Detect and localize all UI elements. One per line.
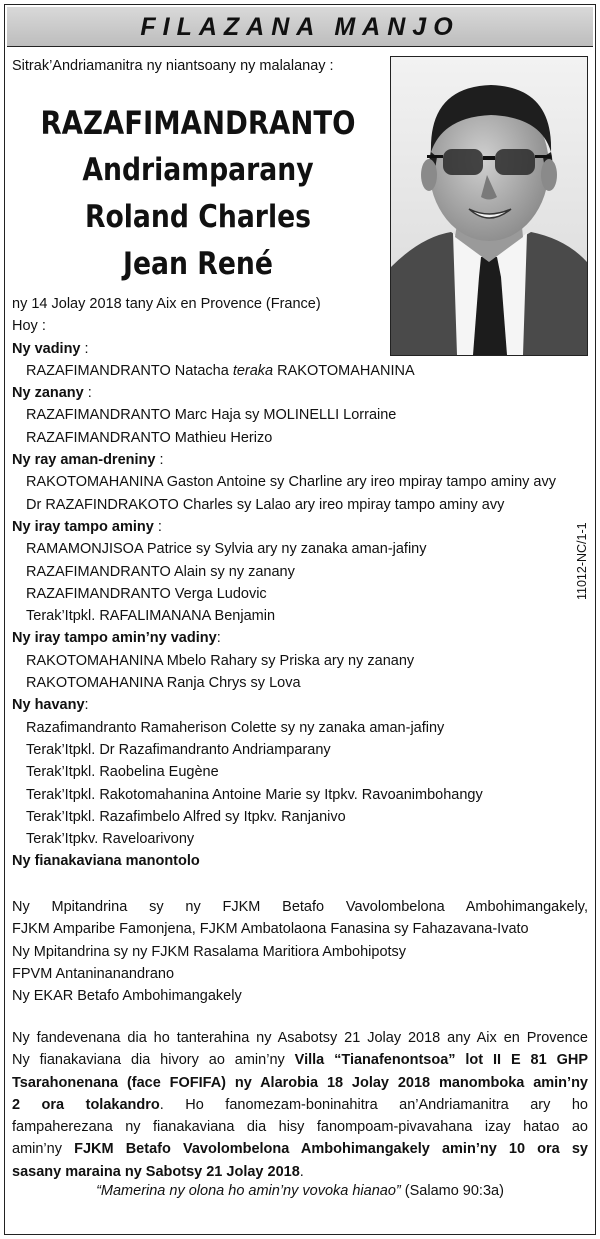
list-item: Terak’Itpkl. Dr Razafimandranto Andriamparany (26, 741, 331, 758)
name-line-1: RAZAFIMANDRANTO (40, 104, 356, 142)
iray-tampo-heading-line (12, 516, 592, 538)
zanany-heading-line (12, 382, 592, 404)
iray-tampo-colon: : (153, 518, 162, 535)
funeral-line-2b: Villa “Tianafenontsoa” lot II E 81 GHP (294, 1052, 588, 1069)
list-item: Terak’Itpkl. RAFALIMANANA Benjamin (26, 608, 276, 625)
quote-reference: (Salamo 90:3a) (400, 1183, 504, 1199)
zanany-heading: Ny zanany (12, 385, 84, 402)
family-list (12, 293, 592, 873)
bible-quote (0, 1183, 600, 1199)
vadiny-item-a: RAZAFIMANDRANTO Natacha (26, 362, 233, 379)
list-item: Razafimandranto Ramaherison Colette sy ny zanaka aman-jafiny (26, 719, 445, 736)
list-item: RAZAFIMANDRANTO Alain sy ny zanany (26, 563, 295, 580)
church-line: Ny EKAR Betafo Ambohimangakely (12, 988, 242, 1005)
funeral-line-5: fampaherezana ny fianakaviana dia hisy fanompoam-pivavahana izay hatao ao (12, 1119, 588, 1136)
list-item: Terak’Itpkl. Razafimbelo Alfred sy Itpkv. Ranjanivo (26, 808, 346, 825)
funeral-line-7 (12, 1161, 588, 1183)
hoy-line: Hoy : (12, 318, 46, 335)
funeral-line-7b: . (299, 1163, 304, 1180)
zanany-colon: : (83, 385, 92, 402)
funeral-line-1: Ny fandevenana dia ho tanterahina ny Asabotsy 21 Jolay 2018 any Aix en Provence (12, 1030, 588, 1046)
funeral-line-6a: amin’ny (12, 1141, 75, 1158)
quote-text: “Mamerina ny olona ho amin’ny vovoka hianao” (96, 1183, 401, 1199)
vadiny-heading-line (12, 338, 592, 360)
ray-aman-dreniny-colon: : (155, 452, 164, 469)
fianakaviana-line: Ny fianakaviana manontolo (12, 853, 200, 870)
deceased-name (12, 100, 384, 288)
vadiny-colon: : (80, 340, 89, 357)
church-line: Ny Mpitandrina sy ny FJKM Rasalama Maritiora Ambohipotsy (12, 943, 407, 960)
notice-title: FILAZANA MANJO (140, 13, 460, 41)
funeral-line-6 (12, 1138, 588, 1160)
ad-code: 11012-NC/1-1 (575, 522, 589, 600)
havany-heading: Ny havany (12, 697, 85, 714)
list-item: RAKOTOMAHANINA Gaston Antoine sy Charline ary ireo mpiray tampo aminy avy (26, 474, 556, 491)
list-item: RAZAFIMANDRANTO Marc Haja sy MOLINELLI Lorraine (26, 407, 397, 424)
funeral-line-7a: sasany maraina ny Sabotsy 21 Jolay 2018 (12, 1163, 300, 1180)
list-item: Dr RAZAFINDRAKOTO Charles sy Lalao ary ireo mpiray tampo aminy avy (26, 496, 505, 513)
funeral-line-6b: FJKM Betafo Vavolombelona Ambohimangakely amin’ny 10 ora sy (74, 1141, 588, 1158)
iray-tampo-vadiny-colon: : (216, 630, 221, 647)
havany-colon: : (84, 697, 89, 714)
name-line-3: Roland Charles (84, 199, 312, 235)
church-line: FPVM Antaninanandrano (12, 965, 175, 982)
name-line-2: Andriamparany (82, 152, 314, 188)
iray-tampo-heading: Ny iray tampo aminy (12, 518, 154, 535)
ray-aman-dreniny-heading-line (12, 449, 592, 471)
iray-tampo-vadiny-heading: Ny iray tampo amin’ny vadiny (12, 630, 217, 647)
funeral-paragraph (12, 1027, 588, 1183)
funeral-line-2 (12, 1049, 588, 1071)
funeral-line-2a: Ny fianakaviana dia hivory ao amin’ny (12, 1052, 295, 1069)
funeral-line-4a: 2 ora tolakandro (12, 1096, 160, 1113)
iray-tampo-vadiny-heading-line (12, 627, 592, 649)
vadiny-heading: Ny vadiny (12, 340, 81, 357)
list-item: RAKOTOMAHANINA Ranja Chrys sy Lova (26, 675, 301, 692)
ray-aman-dreniny-heading: Ny ray aman-dreniny (12, 452, 156, 469)
church-line: FJKM Amparibe Famonjena, FJKM Ambatolaona Fanasina sy Fahazavana-Ivato (12, 921, 529, 938)
list-item: RAZAFIMANDRANTO Mathieu Herizo (26, 429, 273, 446)
vadiny-item-italic: teraka (232, 362, 274, 379)
name-line-4: Jean René (123, 246, 273, 282)
date-line: ny 14 Jolay 2018 tany Aix en Provence (France) (12, 296, 321, 312)
funeral-line-4 (12, 1094, 588, 1116)
list-item: RAMAMONJISOA Patrice sy Sylvia ary ny zanaka aman-jafiny (26, 541, 427, 558)
list-item: RAKOTOMAHANINA Mbelo Rahary sy Priska ary ny zanany (26, 652, 415, 669)
list-item: RAZAFIMANDRANTO Verga Ludovic (26, 585, 267, 602)
list-item: Terak’Itpkv. Raveloarivony (26, 831, 195, 848)
vadiny-item-b: RAKOTOMAHANINA (273, 362, 415, 379)
funeral-line-3: Tsarahonenana (face FOFIFA) ny Alarobia 18 Jolay 2018 manomboka amin’ny (12, 1074, 588, 1091)
churches-paragraph (12, 896, 588, 1007)
funeral-line-4b: . Ho fanomezam-boninahitra an’Andriamanitra ary ho (159, 1096, 588, 1113)
list-item: Terak’Itpkl. Rakotomahanina Antoine Marie sy Itpkv. Ravoanimbohangy (26, 786, 483, 803)
header-banner (7, 7, 593, 47)
vadiny-item (12, 360, 592, 382)
church-line: Ny Mpitandrina sy ny FJKM Betafo Vavolombelona Ambohimangakely, (12, 899, 588, 915)
list-item: Terak’Itpkl. Raobelina Eugène (26, 764, 219, 781)
havany-heading-line (12, 694, 592, 716)
intro-text: Sitrak’Andriamanitra ny niantsoany ny malalanay : (12, 58, 334, 74)
